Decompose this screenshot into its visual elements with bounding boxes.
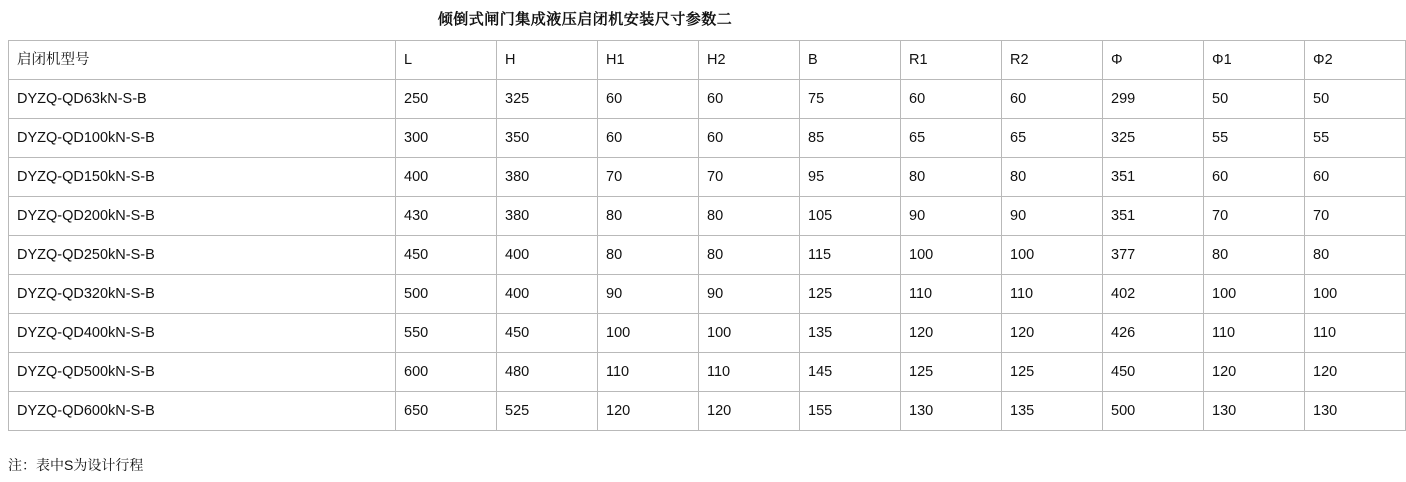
cell-b: 145 xyxy=(800,353,901,392)
cell-r1: 90 xyxy=(901,197,1002,236)
cell-h2: 110 xyxy=(699,353,800,392)
column-header-h2: H2 xyxy=(699,41,800,80)
table-row xyxy=(9,197,1406,236)
cell-h: 380 xyxy=(497,158,598,197)
cell-r1: 120 xyxy=(901,314,1002,353)
column-header-l: L xyxy=(396,41,497,80)
cell-b: 135 xyxy=(800,314,901,353)
cell-h2: 60 xyxy=(699,119,800,158)
cell-h: 400 xyxy=(497,275,598,314)
cell-l: 450 xyxy=(396,236,497,275)
cell-phi: 426 xyxy=(1103,314,1204,353)
cell-l: 650 xyxy=(396,392,497,431)
cell-phi2: 130 xyxy=(1305,392,1406,431)
cell-l: 400 xyxy=(396,158,497,197)
cell-phi1: 130 xyxy=(1204,392,1305,431)
column-header-phi1: Φ1 xyxy=(1204,41,1305,80)
page-title: 倾倒式闸门集成液压启闭机安装尺寸参数二 xyxy=(437,11,733,28)
cell-b: 85 xyxy=(800,119,901,158)
cell-h2: 70 xyxy=(699,158,800,197)
cell-model: DYZQ-QD150kN-S-B xyxy=(9,158,396,197)
cell-r2: 100 xyxy=(1002,236,1103,275)
cell-h2: 90 xyxy=(699,275,800,314)
cell-l: 250 xyxy=(396,80,497,119)
cell-r1: 60 xyxy=(901,80,1002,119)
cell-phi2: 110 xyxy=(1305,314,1406,353)
cell-l: 300 xyxy=(396,119,497,158)
cell-r2: 120 xyxy=(1002,314,1103,353)
cell-h1: 60 xyxy=(598,80,699,119)
cell-phi1: 100 xyxy=(1204,275,1305,314)
column-header-phi2: Φ2 xyxy=(1305,41,1406,80)
cell-model: DYZQ-QD200kN-S-B xyxy=(9,197,396,236)
table-row xyxy=(9,119,1406,158)
cell-b: 125 xyxy=(800,275,901,314)
cell-r1: 100 xyxy=(901,236,1002,275)
cell-h1: 60 xyxy=(598,119,699,158)
table-row xyxy=(9,392,1406,431)
table-row xyxy=(9,314,1406,353)
cell-phi2: 70 xyxy=(1305,197,1406,236)
cell-h: 450 xyxy=(497,314,598,353)
cell-h: 380 xyxy=(497,197,598,236)
cell-h2: 60 xyxy=(699,80,800,119)
cell-model: DYZQ-QD400kN-S-B xyxy=(9,314,396,353)
cell-r2: 110 xyxy=(1002,275,1103,314)
cell-r1: 110 xyxy=(901,275,1002,314)
cell-r1: 65 xyxy=(901,119,1002,158)
cell-model: DYZQ-QD100kN-S-B xyxy=(9,119,396,158)
cell-h1: 80 xyxy=(598,197,699,236)
cell-h1: 70 xyxy=(598,158,699,197)
cell-model: DYZQ-QD63kN-S-B xyxy=(9,80,396,119)
cell-l: 430 xyxy=(396,197,497,236)
cell-phi1: 55 xyxy=(1204,119,1305,158)
table-row xyxy=(9,275,1406,314)
cell-l: 600 xyxy=(396,353,497,392)
cell-b: 75 xyxy=(800,80,901,119)
cell-h2: 120 xyxy=(699,392,800,431)
cell-phi2: 50 xyxy=(1305,80,1406,119)
cell-phi1: 70 xyxy=(1204,197,1305,236)
cell-model: DYZQ-QD250kN-S-B xyxy=(9,236,396,275)
cell-h2: 80 xyxy=(699,236,800,275)
cell-phi2: 55 xyxy=(1305,119,1406,158)
cell-phi: 325 xyxy=(1103,119,1204,158)
cell-h: 400 xyxy=(497,236,598,275)
cell-h1: 120 xyxy=(598,392,699,431)
table-row xyxy=(9,353,1406,392)
table-row xyxy=(9,236,1406,275)
table-header xyxy=(9,41,1406,80)
cell-phi: 299 xyxy=(1103,80,1204,119)
cell-r1: 80 xyxy=(901,158,1002,197)
cell-h2: 100 xyxy=(699,314,800,353)
cell-phi1: 80 xyxy=(1204,236,1305,275)
cell-phi1: 120 xyxy=(1204,353,1305,392)
cell-b: 155 xyxy=(800,392,901,431)
cell-h1: 90 xyxy=(598,275,699,314)
cell-phi1: 50 xyxy=(1204,80,1305,119)
cell-h: 325 xyxy=(497,80,598,119)
column-header-r1: R1 xyxy=(901,41,1002,80)
cell-b: 105 xyxy=(800,197,901,236)
cell-phi: 351 xyxy=(1103,158,1204,197)
cell-phi: 450 xyxy=(1103,353,1204,392)
cell-h2: 80 xyxy=(699,197,800,236)
cell-h1: 100 xyxy=(598,314,699,353)
cell-phi1: 60 xyxy=(1204,158,1305,197)
column-header-h: H xyxy=(497,41,598,80)
cell-phi2: 60 xyxy=(1305,158,1406,197)
cell-h1: 80 xyxy=(598,236,699,275)
table-note: 注：表中S为设计行程 xyxy=(8,457,144,473)
cell-phi: 351 xyxy=(1103,197,1204,236)
cell-phi: 377 xyxy=(1103,236,1204,275)
table-body xyxy=(9,80,1406,431)
cell-r2: 65 xyxy=(1002,119,1103,158)
column-header-r2: R2 xyxy=(1002,41,1103,80)
cell-b: 115 xyxy=(800,236,901,275)
cell-h1: 110 xyxy=(598,353,699,392)
column-header-b: B xyxy=(800,41,901,80)
cell-l: 500 xyxy=(396,275,497,314)
specifications-table xyxy=(8,40,1406,431)
cell-r2: 60 xyxy=(1002,80,1103,119)
cell-h: 350 xyxy=(497,119,598,158)
cell-r2: 90 xyxy=(1002,197,1103,236)
cell-r1: 125 xyxy=(901,353,1002,392)
cell-l: 550 xyxy=(396,314,497,353)
cell-b: 95 xyxy=(800,158,901,197)
cell-phi: 500 xyxy=(1103,392,1204,431)
cell-r2: 80 xyxy=(1002,158,1103,197)
cell-phi2: 120 xyxy=(1305,353,1406,392)
cell-phi1: 110 xyxy=(1204,314,1305,353)
cell-r2: 135 xyxy=(1002,392,1103,431)
cell-phi: 402 xyxy=(1103,275,1204,314)
table-row xyxy=(9,158,1406,197)
cell-r2: 125 xyxy=(1002,353,1103,392)
cell-phi2: 80 xyxy=(1305,236,1406,275)
column-header-phi: Φ xyxy=(1103,41,1204,80)
table-row xyxy=(9,80,1406,119)
column-header-h1: H1 xyxy=(598,41,699,80)
cell-phi2: 100 xyxy=(1305,275,1406,314)
cell-h: 480 xyxy=(497,353,598,392)
cell-h: 525 xyxy=(497,392,598,431)
table-header-row xyxy=(9,41,1406,80)
column-header-model: 启闭机型号 xyxy=(9,41,396,80)
cell-model: DYZQ-QD500kN-S-B xyxy=(9,353,396,392)
cell-r1: 130 xyxy=(901,392,1002,431)
cell-model: DYZQ-QD320kN-S-B xyxy=(9,275,396,314)
cell-model: DYZQ-QD600kN-S-B xyxy=(9,392,396,431)
